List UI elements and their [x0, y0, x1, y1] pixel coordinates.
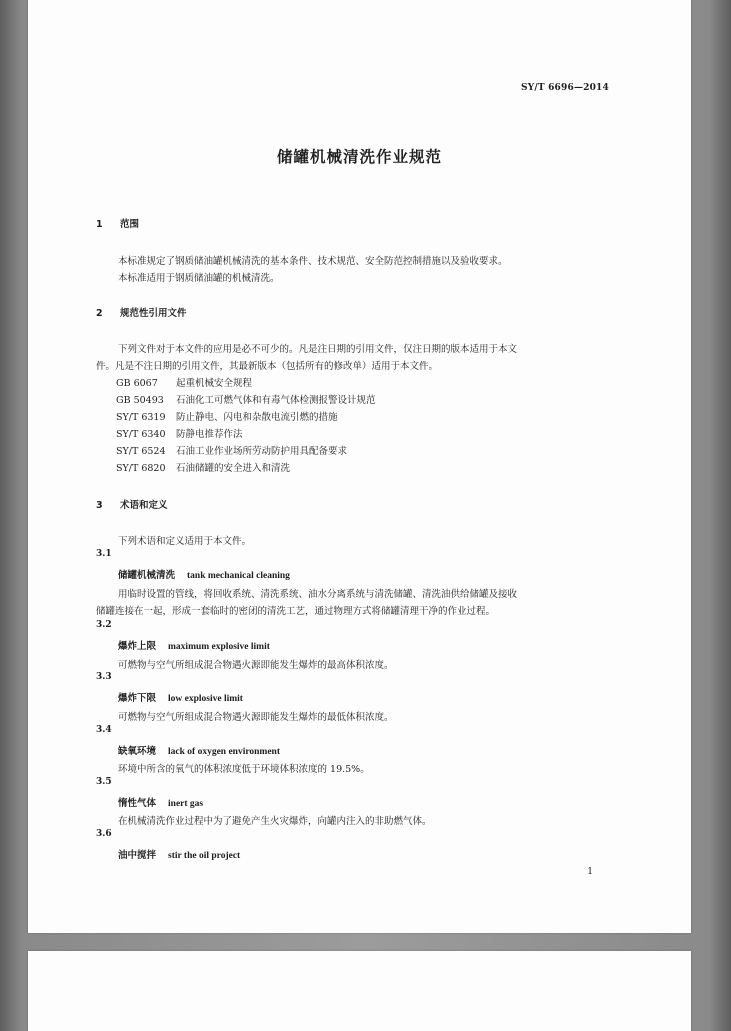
reference-item [116, 375, 252, 389]
term-heading [118, 847, 240, 861]
section-title: 术语和定义 [120, 500, 168, 511]
standard-number: SY/T 6696—2014 [521, 83, 609, 93]
paragraph: 下列文件对于本文件的应用是必不可少的。凡是注日期的引用文件，仅注日期的版本适用于本文 [118, 344, 518, 355]
reference-title: 石油工业作业场所劳动防护用具配备要求 [176, 446, 348, 457]
term-definition: 环境中所含的氧气的体积浓度低于环境体积浓度的 19.5%。 [118, 764, 370, 775]
reference-code: GB 6067 [116, 378, 158, 389]
section-title: 范围 [120, 219, 140, 230]
reference-code: GB 50493 [116, 395, 164, 406]
section-1-heading [96, 216, 139, 230]
term-english: inert gas [168, 799, 204, 809]
paragraph: 本标准规定了钢质储油罐机械清洗的基本条件、技术规范、安全防范控制措施以及验收要求。 [118, 256, 508, 267]
term-heading [118, 690, 243, 704]
document-title: 储罐机械清洗作业规范 [276, 148, 442, 166]
section-number: 1 [96, 219, 103, 230]
term-heading [118, 638, 270, 652]
paragraph: 下列术语和定义适用于本文件。 [118, 536, 252, 547]
clause-number: 3.6 [96, 829, 112, 839]
term-definition: 储罐连接在一起，形成一套临时的密闭的清洗工艺，通过物理方式将储罐清理干净的作业过程。 [96, 606, 496, 617]
section-number: 2 [96, 308, 103, 319]
reference-item [116, 426, 243, 440]
reference-code: SY/T 6340 [116, 429, 166, 440]
term-heading [118, 795, 203, 809]
reference-item [116, 392, 376, 406]
term-english: tank mechanical cleaning [187, 571, 290, 581]
term-chinese: 爆炸下限 [118, 693, 157, 704]
reference-title: 起重机械安全规程 [176, 378, 253, 389]
term-definition: 用临时设置的管线，将回收系统、清洗系统、油水分离系统与清洗储罐、清洗油供给储罐及接收 [118, 589, 518, 600]
term-chinese: 储罐机械清洗 [118, 570, 176, 581]
page-number: 1 [587, 867, 593, 877]
term-chinese: 爆炸上限 [118, 641, 157, 652]
clause-number: 3.3 [96, 672, 112, 682]
document-page-2 [28, 951, 691, 1031]
term-chinese: 缺氧环境 [118, 746, 157, 757]
section-2-heading [96, 305, 187, 319]
reference-title: 防静电推荐作法 [176, 429, 243, 440]
section-number: 3 [96, 500, 103, 511]
reference-title: 石油储罐的安全进入和清洗 [176, 463, 291, 474]
term-chinese: 惰性气体 [118, 798, 157, 809]
reference-code: SY/T 6820 [116, 463, 166, 474]
reference-title: 防止静电、闪电和杂散电流引燃的措施 [176, 412, 338, 423]
paragraph: 本标准适用于钢质储油罐的机械清洗。 [118, 273, 280, 284]
term-definition: 可燃物与空气所组成混合物遇火源即能发生爆炸的最低体积浓度。 [118, 712, 394, 723]
clause-number: 3.1 [96, 549, 112, 559]
reference-code: SY/T 6319 [116, 412, 166, 423]
term-chinese: 油中搅拌 [118, 850, 157, 861]
reference-item [116, 443, 347, 457]
section-3-heading [96, 497, 168, 511]
term-english: lack of oxygen environment [168, 747, 280, 757]
paragraph: 件。凡是不注日期的引用文件，其最新版本（包括所有的修改单）适用于本文件。 [96, 361, 439, 372]
reference-item [116, 460, 290, 474]
reference-title: 石油化工可燃气体和有毒气体检测报警设计规范 [176, 395, 376, 406]
term-english: stir the oil project [168, 851, 241, 861]
term-english: maximum explosive limit [168, 642, 270, 652]
document-page-1 [28, 0, 691, 933]
term-definition: 在机械清洗作业过程中为了避免产生火灾爆炸，向罐内注入的非助燃气体。 [118, 816, 432, 827]
clause-number: 3.2 [96, 620, 112, 630]
term-definition: 可燃物与空气所组成混合物遇火源即能发生爆炸的最高体积浓度。 [118, 660, 394, 671]
clause-number: 3.4 [96, 725, 112, 735]
reference-item [116, 409, 338, 423]
clause-number: 3.5 [96, 777, 112, 787]
term-heading [118, 567, 290, 581]
term-heading [118, 743, 280, 757]
reference-code: SY/T 6524 [116, 446, 166, 457]
term-english: low explosive limit [168, 694, 243, 704]
section-title: 规范性引用文件 [120, 308, 187, 319]
